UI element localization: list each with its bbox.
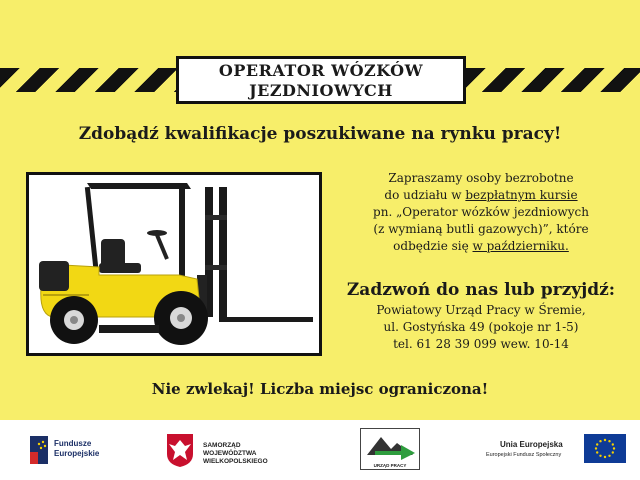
eu-flag-icon [584,434,626,463]
free-course-text: bezpłatnym kursie [465,188,578,202]
ue-line-1: Unia Europejska [500,440,563,449]
invite-line-5 [336,238,626,255]
invite-line-3: pn. „Operator wózków jezdniowych [373,205,589,219]
invitation-text [336,170,626,255]
course-date-text: w październiku. [472,239,569,253]
fundusze-europejskie-logo [28,430,128,470]
invite-line-2-text: do udziału w [384,188,466,202]
hazard-stripe-left [0,68,176,92]
office-name: Powiatowy Urząd Pracy w Śremie, [376,303,586,317]
subtitle: Zdobądź kwalifikacje poszukiwane na rynku pracy! [78,124,562,144]
hazard-stripe-right [466,68,640,92]
office-phone: tel. 61 28 39 099 wew. 10-14 [393,337,569,351]
title-box [176,56,466,104]
fe-line-2: Europejskie [54,449,100,458]
office-info [336,302,626,353]
limited-places-notice: Nie zwlekaj! Liczba miejsc ograniczona! [151,380,489,398]
fe-line-1: Fundusze [54,439,92,448]
invite-line-2 [336,187,626,204]
samorzad-logo [165,430,295,470]
invite-line-4: (z wymianą butli gazowych)”, które [373,222,589,236]
office-address: ul. Gostyńska 49 (pokoje nr 1-5) [383,320,579,334]
fe-stars-icon [28,434,50,466]
call-to-action: Zadzwoń do nas lub przyjdź: [346,280,616,300]
arrow-icon [361,429,419,461]
invite-line-1: Zapraszamy osoby bezrobotne [388,171,574,185]
urzad-pracy-logo [360,428,420,470]
invite-line-5-text: odbędzie się [393,239,473,253]
unia-europejska-logo [480,430,630,470]
title-line-1: OPERATOR WÓZKÓW [218,61,424,80]
ue-line-2: Europejski Fundusz Społeczny [486,452,562,458]
up-label: URZĄD PRACY [373,463,407,468]
eagle-crest-icon [165,432,195,468]
forklift-icon [29,175,319,353]
title-line-2: JEZDNIOWYCH [249,81,393,100]
sw-line-2: WIELKOPOLSKIEGO [203,458,268,465]
sw-line-1: SAMORZĄD WOJEWÓDZTWA [203,442,257,457]
forklift-photo [26,172,322,356]
logo-bar [0,420,640,480]
